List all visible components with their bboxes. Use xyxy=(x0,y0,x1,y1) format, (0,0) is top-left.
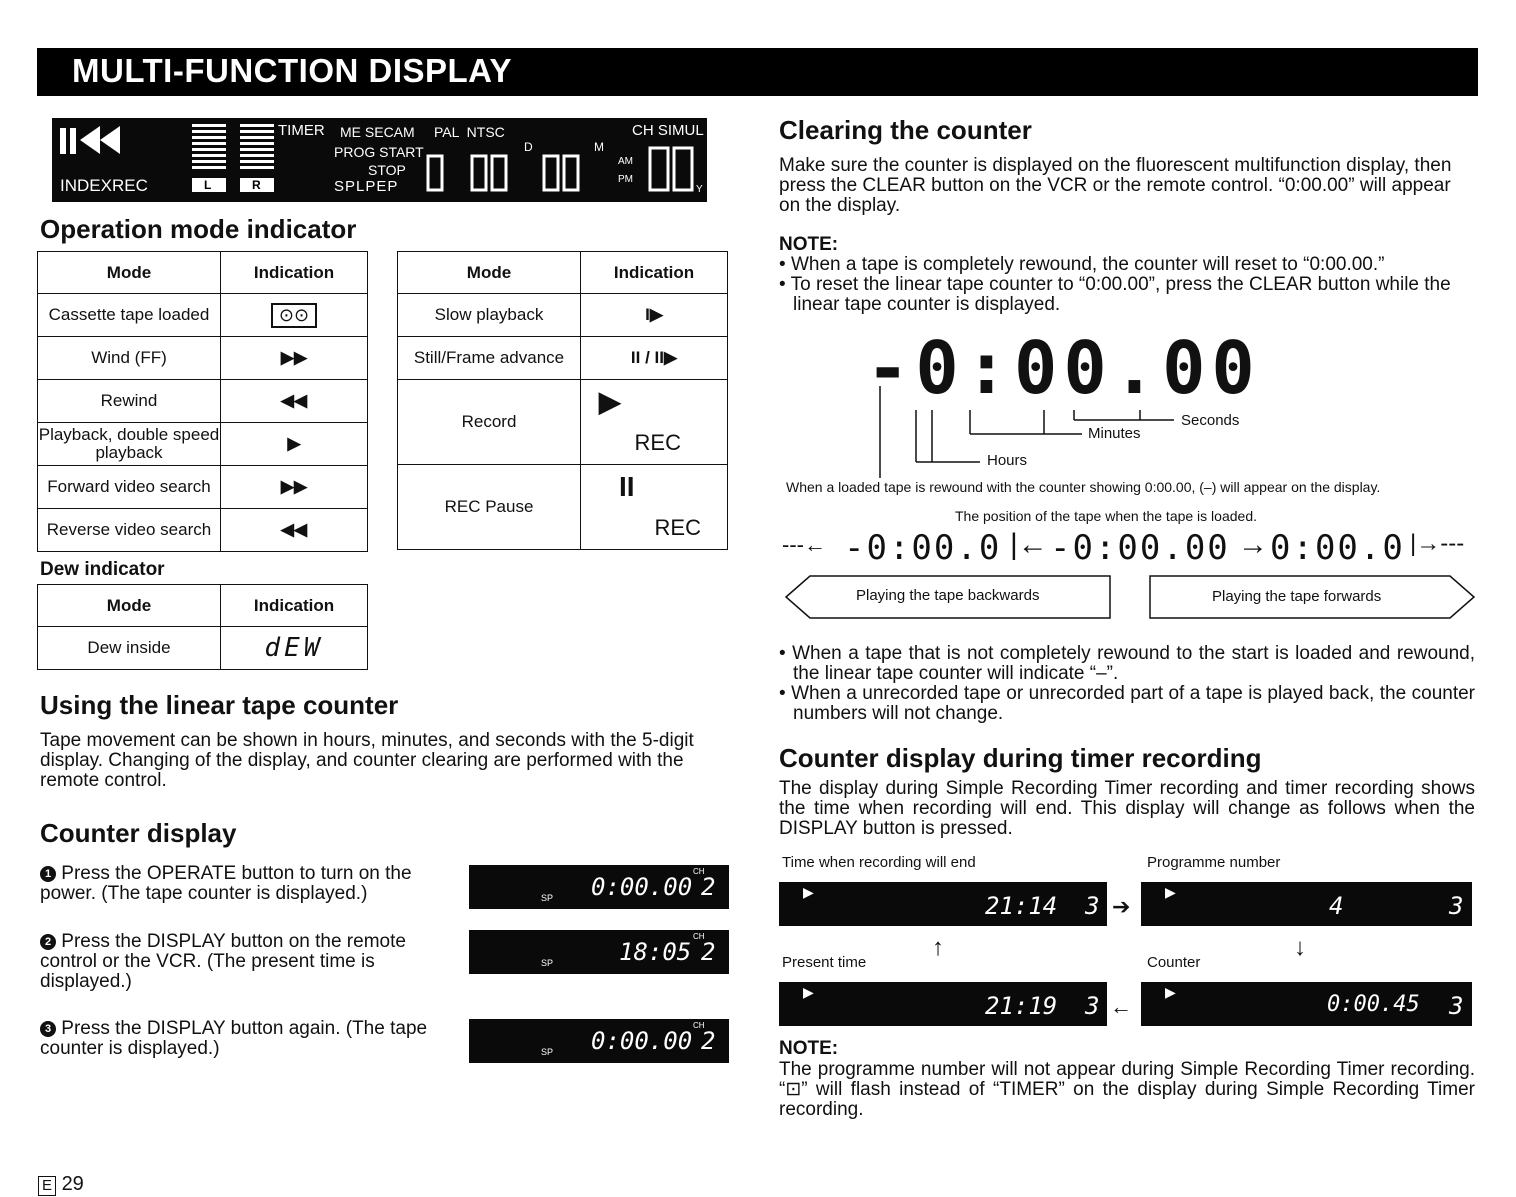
right-arrow: |→--- xyxy=(1410,530,1465,557)
sp-label: SP xyxy=(541,893,554,903)
hours-label: Hours xyxy=(987,452,1028,469)
sp-label: SP xyxy=(541,1047,554,1057)
lcd-channel: 3 xyxy=(1085,992,1100,1020)
lcd-value: 4 xyxy=(1329,892,1344,920)
slow-play-icon: I▶ xyxy=(581,294,728,337)
seq-left: -0:00.0 xyxy=(844,528,1002,568)
timer-heading: Counter display during timer recording xyxy=(779,743,1262,773)
panel-r: R xyxy=(252,178,261,192)
front-panel-display xyxy=(52,118,707,202)
timer-note-label: NOTE: xyxy=(779,1038,839,1059)
step-2 xyxy=(40,932,452,992)
pause-icon: II xyxy=(619,471,635,502)
minutes-label: Minutes xyxy=(1088,425,1141,442)
lcd-time: 18:05 xyxy=(619,938,692,966)
lcd-programme xyxy=(1141,882,1472,926)
step-3-lcd xyxy=(469,1019,729,1063)
mode-cell: Playback, double speed playback xyxy=(38,423,221,466)
lcd-counter: 0:00.00 xyxy=(591,873,693,901)
dew-table xyxy=(37,584,368,670)
linear-text: Tape movement can be shown in hours, minutes, and seconds with the 5-digit display. Changing of the display, and counter clearing are performed with the remote control. xyxy=(40,730,694,791)
panel-stop: STOP xyxy=(368,162,406,178)
seq-mid: -0:00.00 xyxy=(1050,528,1230,568)
play-icon: ▶ xyxy=(1165,984,1176,1000)
lcd-channel: 2 xyxy=(701,873,716,901)
mode-cell: Still/Frame advance xyxy=(398,337,581,380)
mode-cell: Dew inside xyxy=(38,627,221,670)
lcd-present-time xyxy=(779,982,1107,1026)
play-icon: ▶ xyxy=(1165,884,1176,900)
panel-l: L xyxy=(204,178,212,192)
dew-indication: dEW xyxy=(221,627,368,670)
step-1-lcd xyxy=(469,865,729,909)
step-number: 2 xyxy=(40,934,56,950)
bullet-item: • When a tape that is not completely rewound to the start is loaded and rewound, the linear tape counter will indicate “–”. xyxy=(779,643,1475,684)
arrow-left: ← xyxy=(1110,994,1132,1019)
arrow-right: ➔ xyxy=(1112,894,1131,919)
mode-cell: REC Pause xyxy=(398,465,581,550)
step-number: 1 xyxy=(40,866,56,882)
rewind-icon: ◀◀ xyxy=(221,380,368,423)
mode-cell: Reverse video search xyxy=(38,509,221,552)
panel-splpep: SPLPEP xyxy=(334,178,399,195)
note-item: • To reset the linear tape counter to “0:00.00”, press the CLEAR button while the linear tape counter is displayed. xyxy=(779,274,1451,315)
step-text: Press the DISPLAY button on the remote control or the VCR. (The present time is displayed.) xyxy=(40,931,406,992)
mode-cell: Wind (FF) xyxy=(38,337,221,380)
col-mode: Mode xyxy=(38,585,221,627)
panel-y: Y xyxy=(696,184,703,195)
col-indication: Indication xyxy=(221,252,368,294)
col-mode: Mode xyxy=(38,252,221,294)
play-icon: ▶ xyxy=(599,386,621,417)
operation-table-left xyxy=(37,251,368,552)
fast-forward-icon: ▶▶ xyxy=(221,337,368,380)
play-icon: ▶ xyxy=(803,884,814,900)
operation-table-right xyxy=(397,251,728,550)
backwards-label: Playing the tape backwards xyxy=(856,587,1040,604)
timer-text: The display during Simple Recording Timer recording and timer recording shows the time when recording will end. This display will change as follows when the DISPLAY button is pressed. xyxy=(779,778,1475,839)
programme-label: Programme number xyxy=(1147,854,1281,871)
lcd-channel: 2 xyxy=(701,1027,716,1055)
seconds-label: Seconds xyxy=(1181,412,1240,429)
lcd-value: 21:19 xyxy=(985,992,1058,1020)
panel-index-rec: INDEXREC xyxy=(60,176,148,195)
ch-label: CH xyxy=(693,1021,705,1030)
position-caption: The position of the tape when the tape is loaded. xyxy=(955,508,1257,524)
lcd-counter xyxy=(1141,982,1472,1026)
step-text: Press the DISPLAY button again. (The tape counter is displayed.) xyxy=(40,1018,428,1059)
counter-sequence xyxy=(782,528,1472,570)
left-arrow: ---← xyxy=(782,532,826,557)
step-1 xyxy=(40,864,452,904)
lcd-value: 21:14 xyxy=(985,892,1058,920)
col-mode: Mode xyxy=(398,252,581,294)
mode-cell: Forward video search xyxy=(38,466,221,509)
seq-mark-left: |← xyxy=(1010,528,1048,561)
note-item: • When a tape is completely rewound, the counter will reset to “0:00.00.” xyxy=(779,254,1385,275)
page-title: MULTI-FUNCTION DISPLAY xyxy=(72,52,512,89)
step-2-lcd xyxy=(469,930,729,974)
panel-d: D xyxy=(524,140,533,154)
mode-cell: Rewind xyxy=(38,380,221,423)
footer xyxy=(38,1173,84,1196)
rewind-icon: ◀◀ xyxy=(221,509,368,552)
operation-heading: Operation mode indicator xyxy=(40,214,357,244)
play-icon: ▶ xyxy=(803,984,814,1000)
col-indication: Indication xyxy=(581,252,728,294)
arrow-up: ↑ xyxy=(932,934,944,961)
bullet-item: • When a unrecorded tape or unrecorded part of a tape is played back, the counter numbers will not change. xyxy=(779,683,1475,724)
lcd-counter: 0:00.00 xyxy=(591,1027,693,1055)
present-time-label: Present time xyxy=(782,954,867,971)
still-frame-icon: II / II▶ xyxy=(581,337,728,380)
panel-timer: TIMER xyxy=(278,122,325,139)
clearing-heading: Clearing the counter xyxy=(779,115,1032,145)
mode-cell: Record xyxy=(398,380,581,465)
forwards-label: Playing the tape forwards xyxy=(1212,588,1382,605)
panel-prog-start: PROG START xyxy=(334,144,424,160)
rec-pause-indication xyxy=(581,465,728,550)
panel-pm: PM xyxy=(618,174,633,185)
seq-arrow-right: → xyxy=(1238,528,1268,561)
big-counter: -0:00.00 xyxy=(866,326,1261,410)
lcd-channel: 3 xyxy=(1085,892,1100,920)
panel-am: AM xyxy=(618,156,633,167)
rewound-caption: When a loaded tape is rewound with the counter showing 0:00.00, (–) will appear on the display. xyxy=(786,479,1381,495)
fast-forward-icon: ▶▶ xyxy=(221,466,368,509)
lcd-channel: 3 xyxy=(1449,992,1464,1020)
page-number: 29 xyxy=(61,1173,84,1195)
seq-right: 0:00.0 xyxy=(1270,528,1405,568)
sp-label: SP xyxy=(541,958,554,968)
play-icon: ▶ xyxy=(221,423,368,466)
arrow-down: ↓ xyxy=(1294,934,1306,961)
col-indication: Indication xyxy=(221,585,368,627)
rec-label: REC xyxy=(634,430,681,455)
panel-ch-simul: CH SIMUL xyxy=(632,122,704,139)
counter-display-heading: Counter display xyxy=(40,818,237,848)
lcd-end-time xyxy=(779,882,1107,926)
mode-cell: Cassette tape loaded xyxy=(38,294,221,337)
linear-heading: Using the linear tape counter xyxy=(40,690,399,720)
clearing-text: Make sure the counter is displayed on the fluorescent multifunction display, then press the CLEAR button on the VCR or the remote control. “0:00.00” will appear on the display. xyxy=(779,155,1452,216)
lcd-value: 0:00.45 xyxy=(1327,992,1420,1017)
step-number: 3 xyxy=(40,1021,56,1037)
counter-label: Counter xyxy=(1147,954,1201,971)
panel-me-secam: ME SECAM xyxy=(340,124,415,140)
language-badge: E xyxy=(38,1176,56,1196)
ch-label: CH xyxy=(693,932,705,941)
cassette-icon: ⊙⊙ xyxy=(221,294,368,337)
end-time-label: Time when recording will end xyxy=(782,854,976,871)
panel-pal-ntsc: PAL NTSC xyxy=(434,124,505,140)
timer-note-text: The programme number will not appear during Simple Recording Timer recording. “⊡” will flash instead of “TIMER” on the display during Simple Recording Timer recording. xyxy=(779,1059,1475,1120)
dew-heading: Dew indicator xyxy=(40,559,165,580)
mode-cell: Slow playback xyxy=(398,294,581,337)
note-label: NOTE: xyxy=(779,234,839,255)
record-indication xyxy=(581,380,728,465)
step-text: Press the OPERATE button to turn on the power. (The tape counter is displayed.) xyxy=(40,863,412,904)
step-3 xyxy=(40,1019,452,1059)
rec-label: REC xyxy=(654,515,701,540)
lcd-channel: 3 xyxy=(1449,892,1464,920)
lcd-channel: 2 xyxy=(701,938,716,966)
ch-label: CH xyxy=(693,867,705,876)
panel-m: M xyxy=(594,140,604,154)
